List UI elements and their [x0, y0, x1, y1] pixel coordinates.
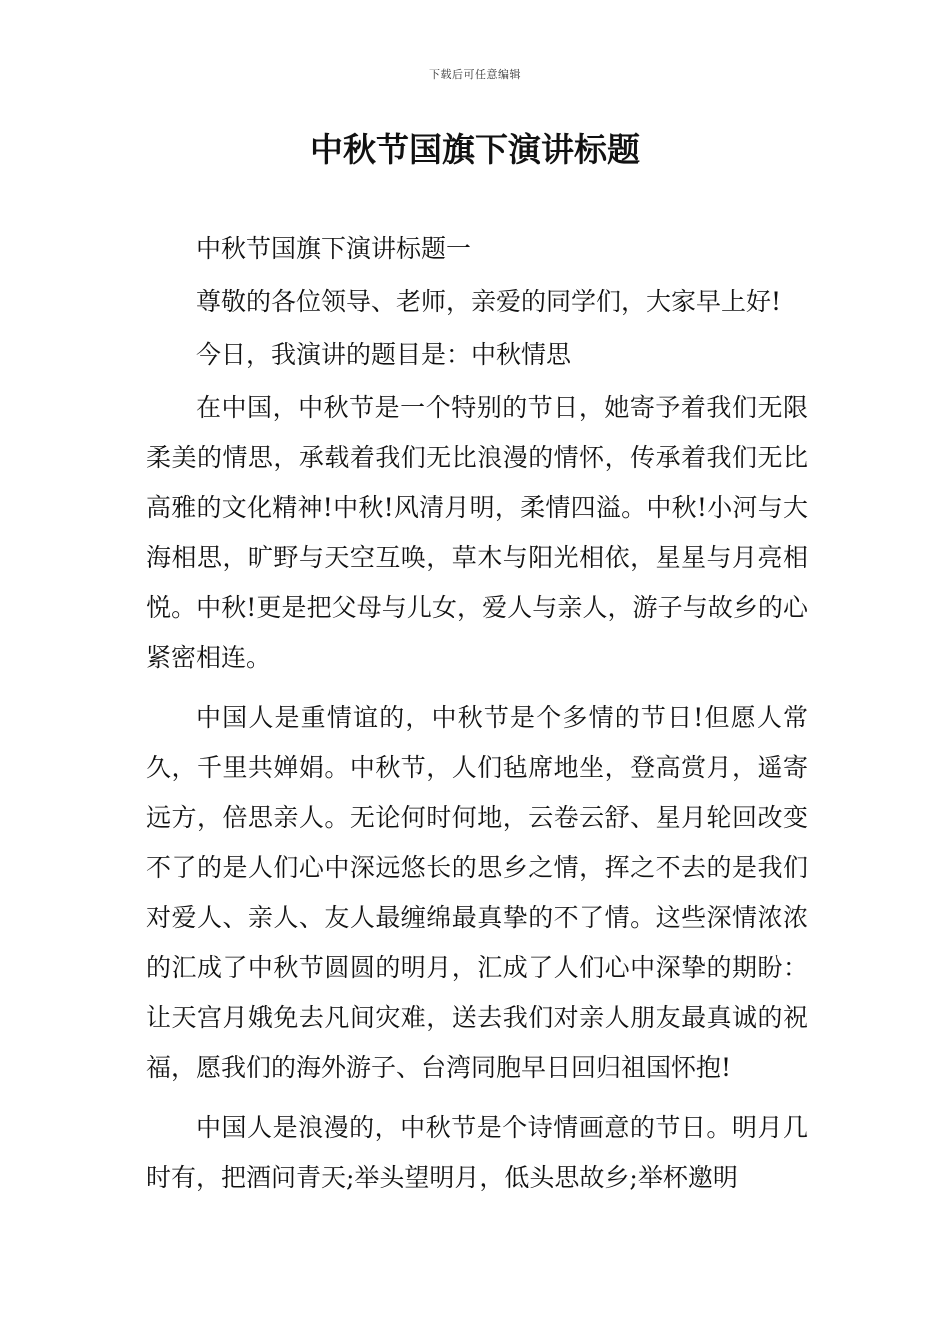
body-paragraph: 在中国，中秋节是一个特别的节日，她寄予着我们无限柔美的情思，承载着我们无比浪漫的情怀，传承着我们无比高雅的文化精神!中秋!风清月明，柔情四溢。中秋!小河与大海相思，旷野与天空互唤，草木与阳光相依，星星与月亮相悦。中秋!更是把父母与儿女，爱人与亲人，游子与故乡的心紧密相连。	[146, 393, 808, 672]
body-paragraph: 中国人是浪漫的，中秋节是个诗情画意的节日。明月几时有，把酒问青天;举头望明月，低头思故乡;举杯邀明	[146, 1113, 808, 1192]
section-heading: 中秋节国旗下演讲标题一	[196, 234, 472, 263]
document-title: 中秋节国旗下演讲标题	[310, 130, 640, 169]
document-body	[146, 224, 808, 1203]
header-note: 下载后可任意编辑	[429, 68, 521, 81]
topic-paragraph: 今日，我演讲的题目是：中秋情思	[196, 340, 572, 369]
body-paragraph: 中国人是重情谊的，中秋节是个多情的节日!但愿人常久，千里共婵娟。中秋节，人们毡席地坐，登高赏月，遥寄远方，倍思亲人。无论何时何地，云卷云舒、星月轮回改变不了的是人们心中深远悠长的思乡之情，挥之不去的是我们对爱人、亲人、友人最缠绵最真挚的不了情。这些深情浓浓的汇成了中秋节圆圆的明月，汇成了人们心中深挚的期盼：让天宫月娥免去凡间灾难，送去我们对亲人朋友最真诚的祝福，愿我们的海外游子、台湾同胞早日回归祖国怀抱!	[146, 703, 808, 1082]
greeting-paragraph: 尊敬的各位领导、老师，亲爱的同学们，大家早上好!	[196, 287, 782, 316]
